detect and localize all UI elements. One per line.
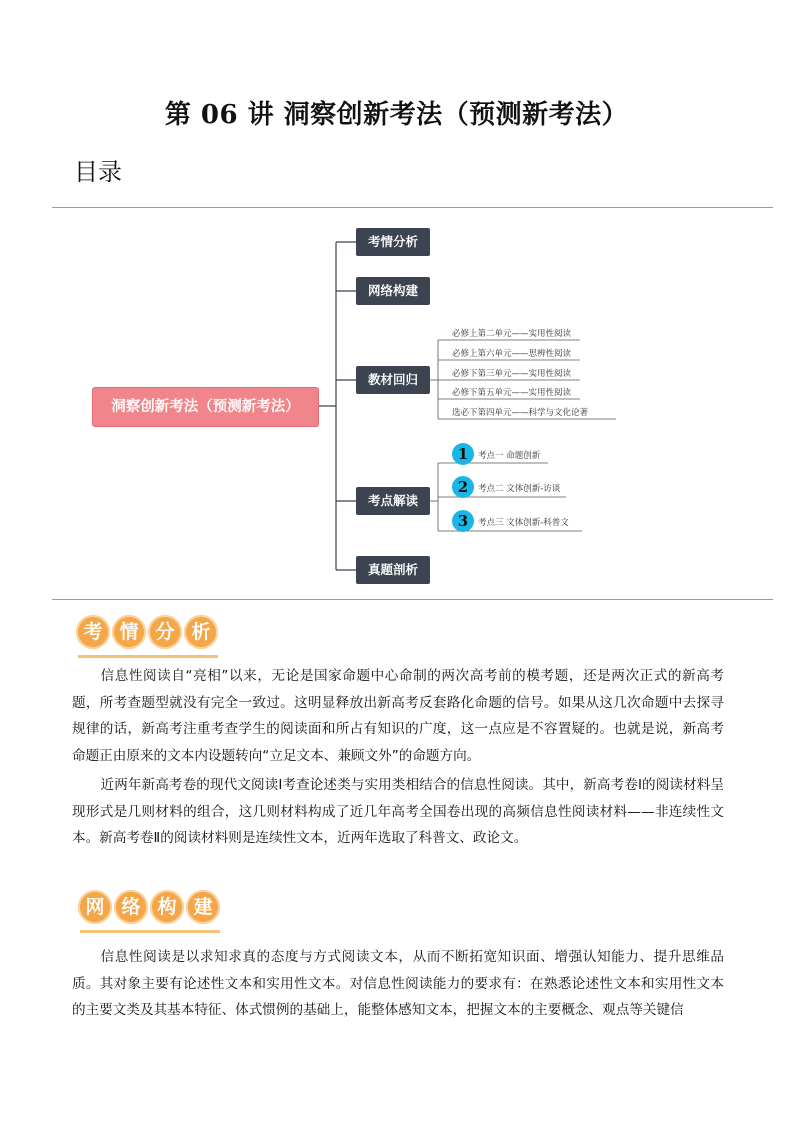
badge-char: 络 — [114, 890, 148, 924]
point-label: 考点一 命题创新 — [478, 451, 541, 461]
textbook-leaf: 必修下第五单元——实用性阅读 — [452, 388, 572, 398]
page-title: 第 06 讲 洞察创新考法（预测新考法） — [164, 100, 629, 130]
textbook-leaf: 必修上第六单元——思辨性阅读 — [452, 349, 572, 359]
toc-heading: 目录 — [74, 158, 122, 186]
point-label: 考点三 文体创新-科普文 — [478, 518, 569, 528]
paragraph: 信息性阅读自“亮相”以来，无论是国家命题中心命制的两次高考前的模考题，还是两次正式的新高考题，所考查题型就没有完全一致过。这明显释放出新高考反套路化命题的信号。如果从这几次命题中去探寻规律的话，新高考注重考查学生的阅读面和所占有知识的广度，这一点应是不容置疑的。也就是说，新高考命题正由原来的文本内设题转向“立足文本、兼顾文外”的命题方向。 — [72, 668, 724, 764]
mindmap-divider — [52, 599, 773, 600]
badge-char: 情 — [112, 615, 146, 649]
textbook-leaf: 必修下第三单元——实用性阅读 — [452, 369, 572, 379]
branch-points: 考点解读 — [356, 487, 430, 515]
point-number-badge: 1 — [452, 443, 474, 465]
mindmap-root: 洞察创新考法（预测新考法） — [92, 387, 319, 427]
branch-network: 网络构建 — [356, 277, 430, 305]
badge-char: 分 — [148, 615, 182, 649]
point-label: 考点二 文体创新-访谈 — [478, 484, 561, 494]
point-number-badge: 3 — [452, 510, 474, 532]
textbook-leaf: 选必下第四单元——科学与文化论著 — [452, 408, 589, 418]
branch-textbook: 教材回归 — [356, 366, 430, 394]
badge-underline — [78, 655, 218, 658]
branch-exams: 真题剖析 — [356, 556, 430, 584]
textbook-leaf: 必修上第二单元——实用性阅读 — [452, 329, 572, 339]
badge-char: 析 — [184, 615, 218, 649]
paragraph: 近两年新高考卷的现代文阅读Ⅰ考查论述类与实用类相结合的信息性阅读。其中，新高考卷Ⅰ的阅读材料呈现形式是几则材料的组合，这几则材料构成了近几年高考全国卷出现的高频信息性阅读材料——非连续性文本。新高考卷Ⅱ的阅读材料则是连续性文本，近两年选取了科普文、政论文。 — [72, 777, 724, 846]
point-number-badge: 2 — [452, 476, 474, 498]
section-badge-network — [78, 890, 222, 924]
paragraph: 信息性阅读是以求知求真的态度与方式阅读文本，从而不断拓宽知识面、增强认知能力、提升思维品质。其对象主要有论述性文本和实用性文本。对信息性阅读能力的要求有：在熟悉论述性文本和实用性文本的主要文类及其基本特征、体式惯例的基础上，能整体感知文本，把握文本的主要概念、观点等关键信 — [72, 949, 724, 1018]
section-badge-analysis — [76, 615, 220, 649]
badge-char: 构 — [150, 890, 184, 924]
badge-char: 考 — [76, 615, 110, 649]
badge-underline — [80, 930, 220, 933]
badge-char: 网 — [78, 890, 112, 924]
branch-analysis: 考情分析 — [356, 228, 430, 256]
badge-char: 建 — [186, 890, 220, 924]
